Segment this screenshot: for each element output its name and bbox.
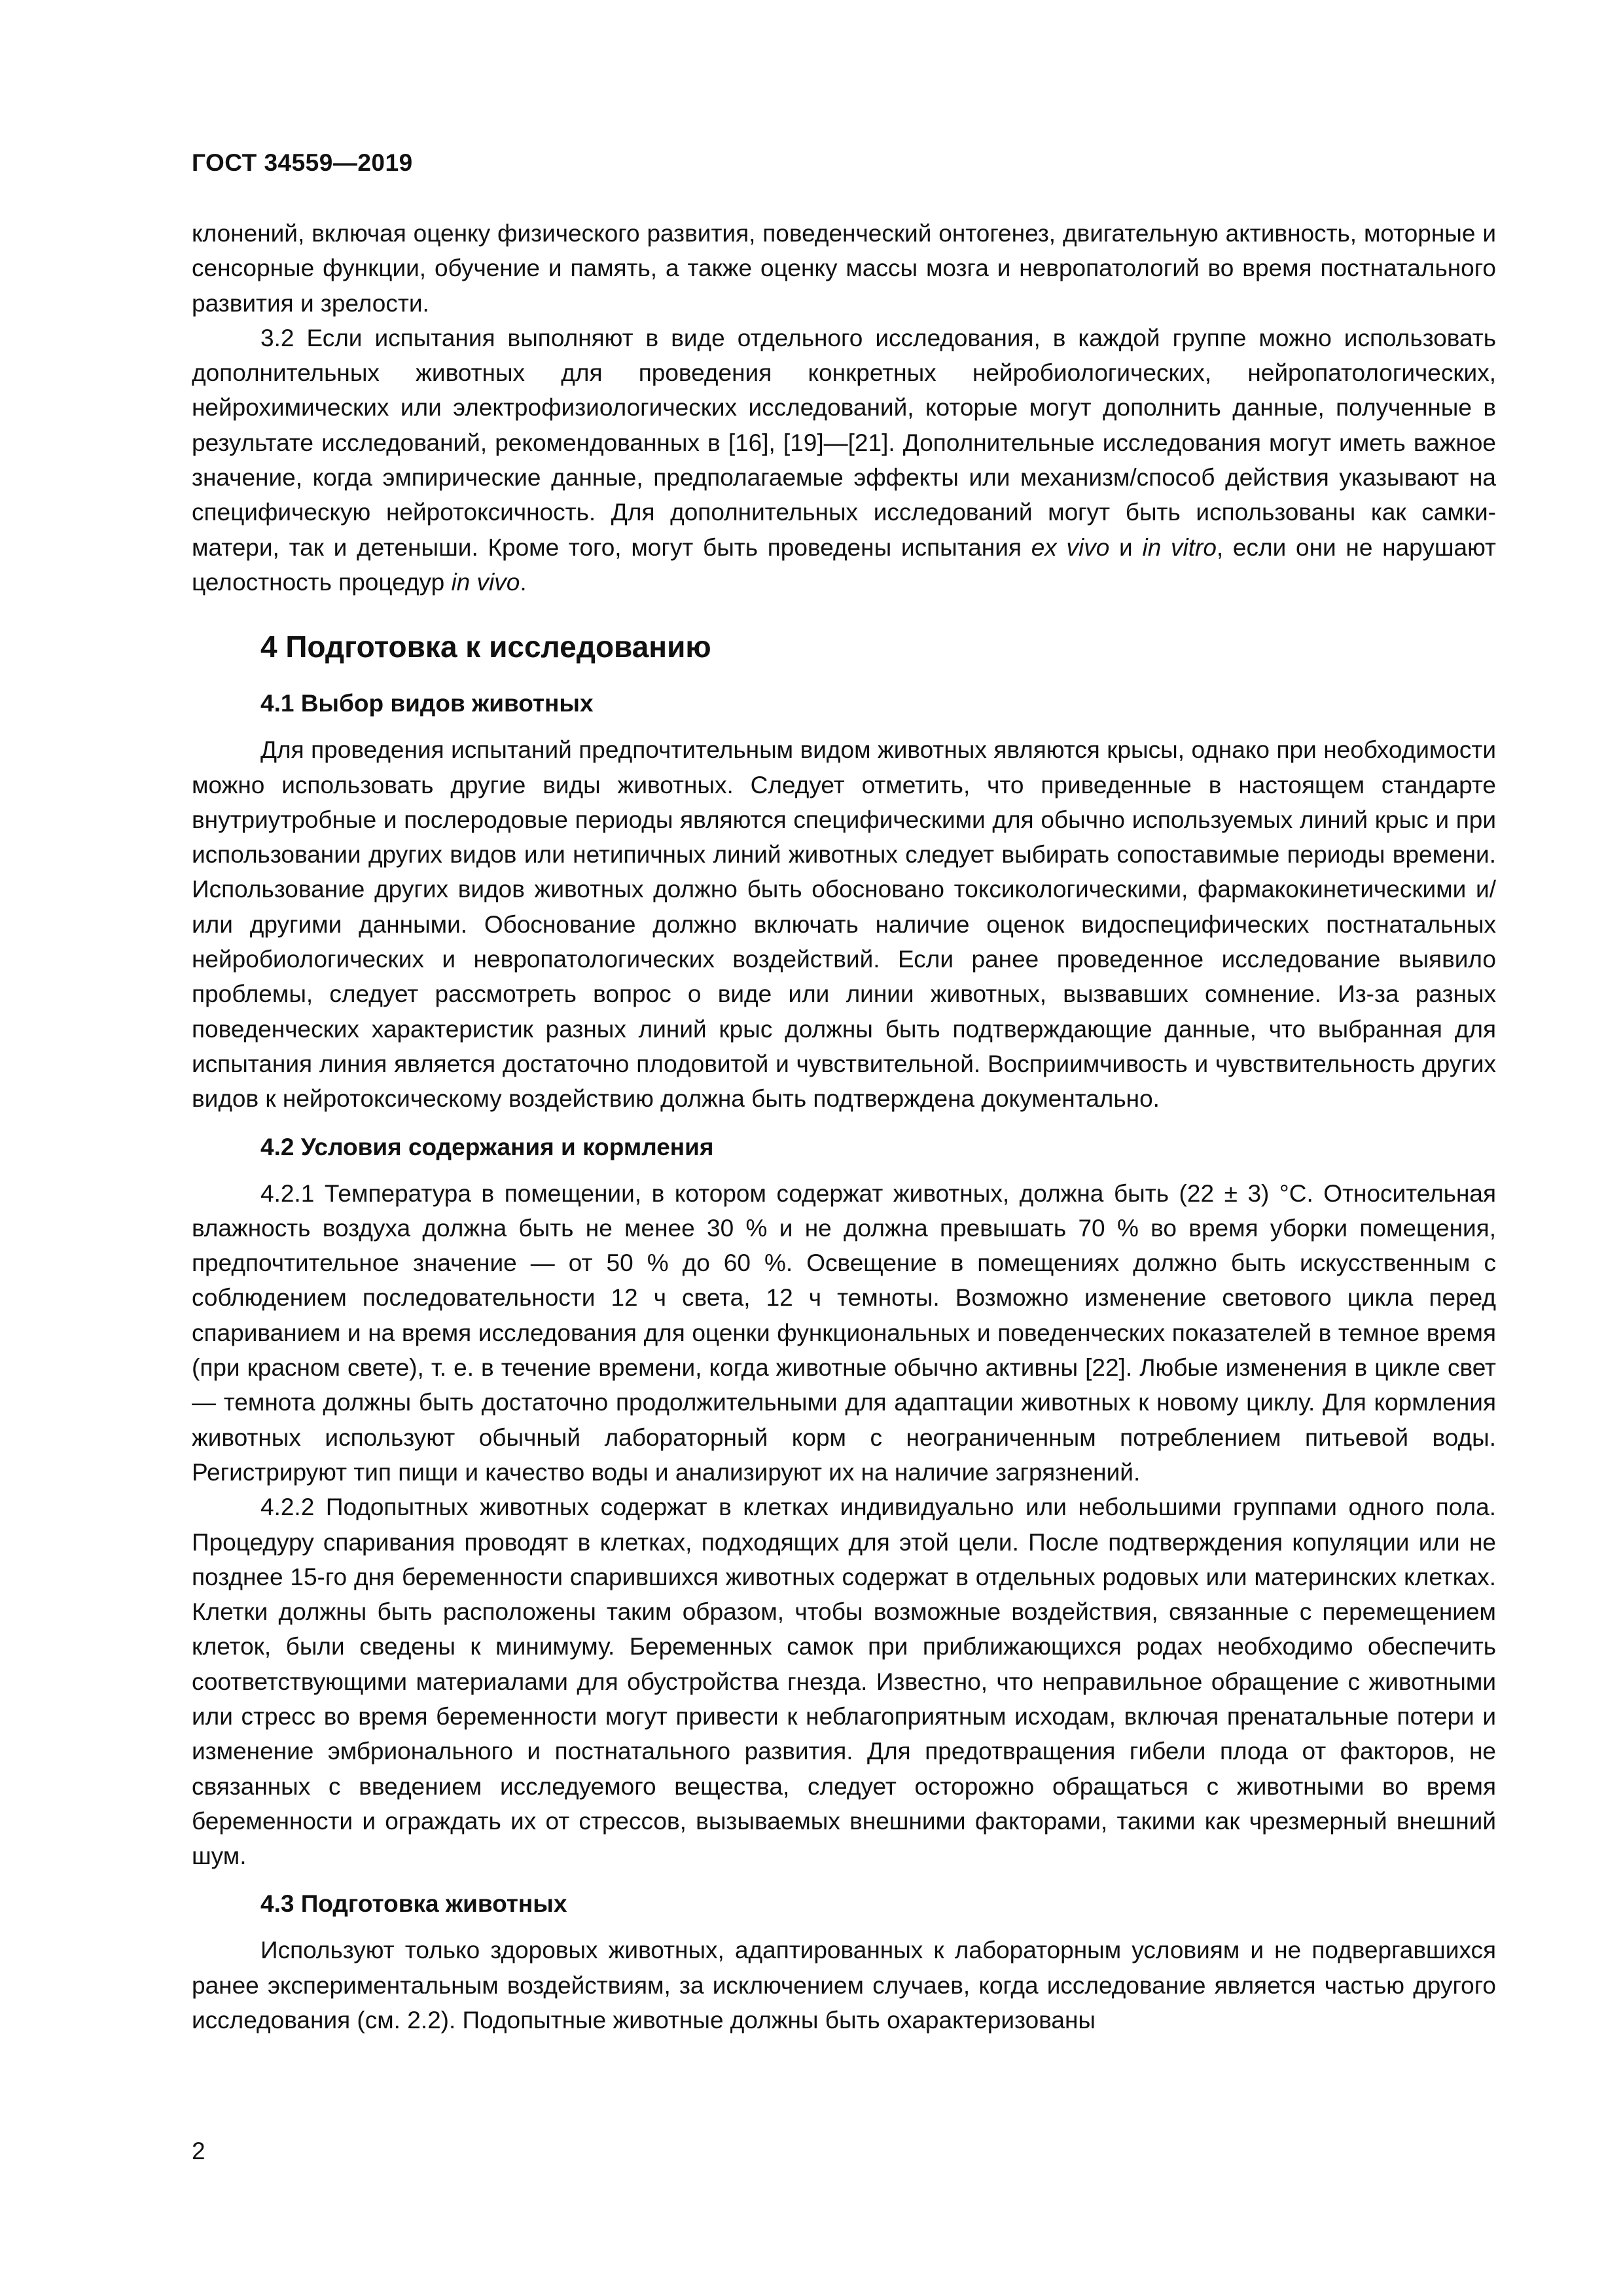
subsection-heading-4-2: 4.2 Условия содержания и кормления [260, 1133, 714, 1160]
paragraph-continuation: клонений, включая оценку физического развития, поведенческий онтогенез, двигательную активность, моторные и сенсорные функции, обучение и память, а также оценку массы мозга и невропатологий во время постнатального развития и зрелости. [192, 220, 1496, 317]
paragraph-4-2-1: 4.2.1 Температура в помещении, в котором содержат животных, должна быть (22 ± 3) °С. Относительная влажность воздуха должна быть не менее 30 % и не должна превышать 70 % во время уборки помещения, предпочтительное значение — от 50 % до 60 %. Освещение в помещениях должно быть искусственным с соблюдением последовательности 12 ч света, 12 ч темноты. Возможно изменение светового цикла перед спариванием и на время исследования для оценки функциональных и поведенческих показателей в темное время (при красном свете), т. е. в течение времени, когда животные обычно активны [22]. Любые изменения в цикле свет — темнота должны быть достаточно продолжительными для адаптации животных к новому циклу. Для кормления животных используют обычный лабораторный корм с неограниченным потреблением питьевой воды. Регистрируют тип пищи и качество воды и анализируют их на наличие загрязнений. [192, 1179, 1496, 1486]
paragraph-4-1: Для проведения испытаний предпочтительным видом животных являются крысы, однако при необходимости можно использовать другие виды животных. Следует отметить, что приведенные в настоящем стандарте внутриутробные и послеродовые периоды являются специфическими для обычно используемых линий крыс и при использовании других видов или нетипичных линий животных следует выбирать сопоставимые периоды времени. Использование других видов животных должно быть обосновано токсикологическими, фармакокинетическими и/или другими данными. Обоснование должно включать наличие оценок видоспецифических постнатальных нейробиологических и невропатологических воздействий. Если ранее проведенное исследование выявило проблемы, следует рассмотреть вопрос о виде или линии животных, вызвавших сомнение. Из-за разных поведенческих характеристик разных линий крыс должны быть подтверждающие данные, что выбранная для испытания линия является достаточно плодовитой и чувствительной. Восприимчивость и чувствительность других видов к нейротоксическому воздействию должна быть подтверждена документально. [192, 736, 1496, 1113]
page-number: 2 [192, 2138, 205, 2164]
standard-header: ГОСТ 34559—2019 [192, 149, 413, 176]
paragraph-4-2-2: 4.2.2 Подопытных животных содержат в клетках индивидуально или небольшими группами одного пола. Процедуру спаривания проводят в клетках, подходящих для этой цели. После подтверждения копуляции или не позднее 15-го дня беременности спарившихся животных содержат в отдельных родовых или материнских клетках. Клетки должны быть расположены таким образом, чтобы возможные воздействия, связанные с перемещением клеток, были сведены к минимуму. Беременных самок при приближающихся родах необходимо обеспечить соответствующими материалами для обустройства гнезда. Известно, что неправильное обращение с животными или стресс во время беременности могут привести к неблагоприятным исходам, включая пренатальные потери и изменение эмбрионального и постнатального развития. Для предотвращения гибели плода от факторов, не связанных с введением исследуемого вещества, следует осторожно обращаться с животными во время беременности и ограждать их от стрессов, вызываемых внешними факторами, такими как чрезмерный внешний шум. [192, 1494, 1496, 1870]
document-body [192, 216, 1496, 2037]
paragraph-3-2: 3.2 Если испытания выполняют в виде отдельного исследования, в каждой группе можно использовать дополнительных животных для проведения конкретных нейробиологических, нейропатологических, нейрохимических или электрофизиологических исследований, которые могут дополнить данные, полученные в результате исследований, рекомендованных в [16], [19]—[21]. Дополнительные исследования могут иметь важное значение, когда эмпирические данные, предполагаемые эффекты или механизм/способ действия указывают на специфическую нейротоксичность. Для дополнительных исследований могут быть использованы как самки-матери, так и детеныши. Кроме того, могут быть проведены испытания ex vivo и in vitro, если они не нарушают целостность процедур in vivo. [192, 324, 1496, 596]
subsection-heading-4-1: 4.1 Выбор видов животных [260, 690, 594, 717]
subsection-heading-4-3: 4.3 Подготовка животных [260, 1890, 567, 1918]
paragraph-4-3: Используют только здоровых животных, адаптированных к лабораторным условиям и не подвергавшихся ранее экспериментальным воздействиям, за исключением случаев, когда исследование является частью другого исследования (см. 2.2). Подопытные животные должны быть охарактеризованы [192, 1937, 1496, 2034]
section-heading-4: 4 Подготовка к исследованию [260, 630, 711, 664]
